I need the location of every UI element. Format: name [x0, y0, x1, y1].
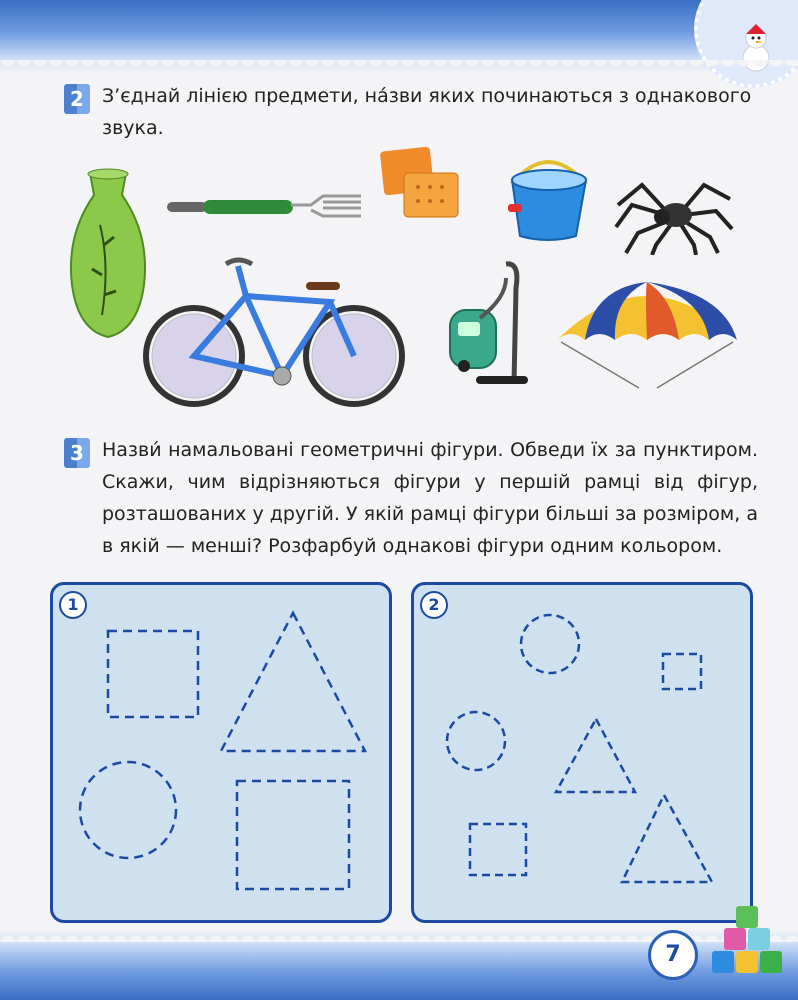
spider-icon [612, 175, 736, 255]
parachute-icon [553, 278, 741, 390]
bicycle-icon [142, 252, 408, 410]
snowman-icon [694, 0, 798, 88]
small-triangle-outline[interactable] [622, 795, 712, 882]
frame-large-shapes [50, 582, 392, 923]
tiny-square-outline[interactable] [663, 654, 701, 689]
vacuum-cleaner-icon [440, 258, 530, 390]
large-rectangle-outline[interactable] [237, 781, 349, 889]
fork-icon [163, 188, 363, 228]
page-number: 7 [648, 930, 698, 980]
task-2-instruction: З’єднай лінією предмети, на́зви яких починаються з однакового звука. [102, 85, 752, 139]
task-3-instruction: Назви́ намальовані геометричні фігури. Обведи їх за пунктиром. Скажи, чим відрізняються фігури у першій рамці від фігур, розташованих у другій. У якій рамці фігури більші за розміром, а в якій — менші? Розфарбуй однакові фігури одним кольором. [102, 439, 758, 557]
task-2-number-badge: 2 [64, 84, 90, 114]
bucket-icon [502, 150, 596, 244]
large-square-outline[interactable] [108, 631, 198, 717]
small-circle-outline[interactable] [447, 712, 505, 770]
frame-1-number: 1 [59, 591, 87, 619]
frame-2-number: 2 [420, 591, 448, 619]
small-circle-outline[interactable] [521, 615, 579, 673]
small-triangle-outline[interactable] [556, 719, 635, 792]
large-triangle-outline[interactable] [221, 613, 365, 751]
frame-small-shapes [411, 582, 753, 923]
large-circle-outline[interactable] [80, 762, 176, 858]
top-decorative-band [0, 0, 798, 72]
crackers-icon [378, 143, 464, 223]
small-square-outline[interactable] [470, 824, 526, 875]
task-3-number-badge: 3 [64, 438, 90, 468]
